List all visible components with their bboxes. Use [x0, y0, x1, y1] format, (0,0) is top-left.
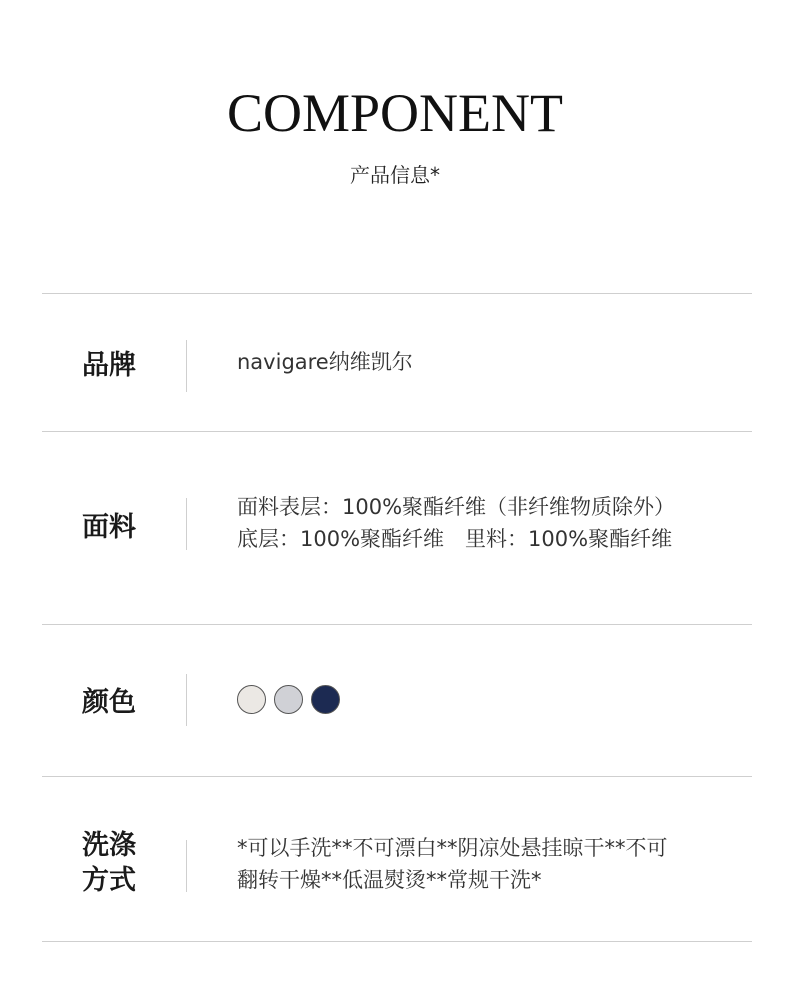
care-label-line-1: 洗涤 — [82, 830, 136, 861]
color-label: 颜色 — [82, 687, 136, 718]
color-swatch-grey[interactable] — [274, 685, 303, 714]
care-line-1: *可以手洗**不可漂白**阴凉处悬挂晾干**不可 — [237, 836, 668, 860]
fabric-row — [42, 432, 752, 624]
color-swatch-light[interactable] — [237, 685, 266, 714]
page-title: COMPONENT — [226, 83, 564, 143]
care-line-2: 翻转干燥**低温熨烫**常规干洗* — [237, 868, 542, 892]
color-row — [42, 625, 752, 776]
row-separator — [186, 498, 187, 550]
brand-value: navigare纳维凯尔 — [237, 350, 413, 374]
row-separator — [186, 340, 187, 392]
brand-label: 品牌 — [82, 350, 136, 381]
divider — [42, 941, 752, 942]
row-separator — [186, 674, 187, 726]
care-row — [42, 777, 752, 941]
fabric-line-2: 底层：100%聚酯纤维 里料：100%聚酯纤维 — [237, 527, 673, 551]
care-label-line-2: 方式 — [82, 865, 136, 896]
fabric-label: 面料 — [82, 512, 136, 543]
fabric-line-1: 面料表层：100%聚酯纤维（非纤维物质除外） — [237, 495, 676, 519]
row-separator — [186, 840, 187, 892]
page-subtitle: 产品信息* — [350, 163, 440, 187]
color-swatches — [237, 685, 340, 714]
brand-row — [42, 294, 752, 431]
color-swatch-navy[interactable] — [311, 685, 340, 714]
